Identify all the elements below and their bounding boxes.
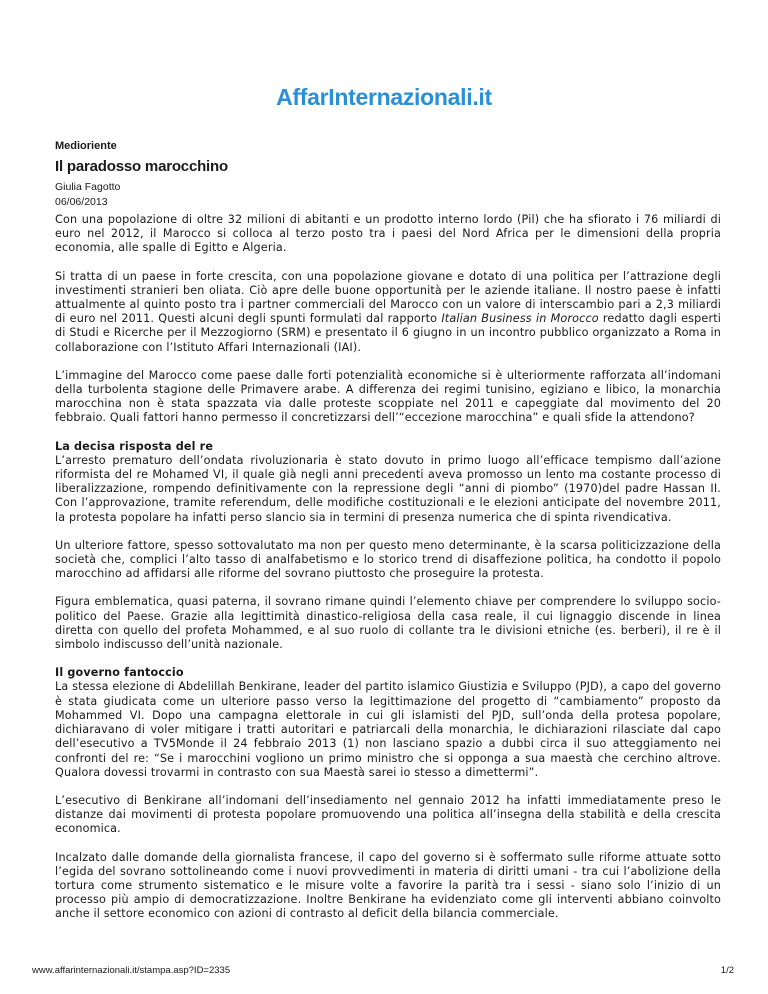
article-date: 06/06/2013	[55, 196, 108, 208]
paragraph-2	[55, 270, 721, 355]
site-title: AffarInternazionali.it	[276, 84, 492, 110]
article-body	[55, 213, 721, 936]
paragraph-2-part-a: Si tratta di un paese in forte crescita, con una popolazione giovane e dotato di una politica per l’attrazione degli investimenti stranieri ben oliata. Ciò apre delle buone opportunità per le aziende italiane. Il nostro paese è infatti attualmente al quinto posto tra i partner commerciali del Marocco con un valore di interscambio pari a 2,3 miliardi di euro nel 2011. Questi alcuni degli spunti formulati dal rapporto	[55, 269, 721, 326]
section-heading-1: La decisa risposta del re	[55, 439, 214, 453]
paragraph-3: L’immagine del Marocco come paese dalle forti potenzialità economiche si è ulteriormente rafforzata all’indomani della turbolenta stagione delle Primavere arabe. A differenza dei regimi tunisino, egiziano e libico, la monarchia marocchina non è stata spazzata via dalle proteste scoppiate nel 2011 e capeggiate dal movimento del 20 febbraio. Quali fattori hanno permesso il concretizzarsi dell’“eccezione marocchina” e quali sfide la attendono?	[55, 368, 721, 425]
page-number: 1/2	[720, 965, 734, 976]
paragraph-4: L’arresto prematuro dell’ondata rivoluzionaria è stato dovuto in primo luogo all’efficace tempismo dall’azione riformista del re Mohamed VI, il quale già negli anni precedenti aveva promosso un lento ma costante processo di liberalizzazione, rompendo definitivamente con la repressione degli “anni di piombo” (1970)del padre Hassan II. Con l’approvazione, tramite referendum, delle modifiche costituzionali e le elezioni anticipate del novembre 2011, la protesta popolare ha infatti perso slancio sia in termini di presenza numerica che di spinta rivendicativa.	[55, 453, 721, 524]
paragraph-1: Con una popolazione di oltre 32 milioni di abitanti e un prodotto interno lordo (Pil) che ha sfiorato i 76 miliardi di euro nel 2012, il Marocco si colloca al terzo posto tra i paesi del Nord Africa per le dimensioni della propria economia, alle spalle di Egitto e Algeria.	[55, 213, 721, 255]
article-author: Giulia Fagotto	[55, 181, 121, 193]
paragraph-5: Un ulteriore fattore, spesso sottovalutato ma non per questo meno determinante, è la scarsa politicizzazione della società che, complici l’alto tasso di analfabetismo e lo storico trend di disaffezione politica, ha condotto il popolo marocchino ad affidarsi alle riforme del sovrano piuttosto che proseguire la protesta.	[55, 538, 721, 581]
paragraph-6: Figura emblematica, quasi paterna, il sovrano rimane quindi l’elemento chiave per comprendere lo sviluppo socio-politico del Paese. Grazie alla legittimità dinastico-religiosa della casa reale, il cui lignaggio discende in linea diretta con quello del profeta Mohammed, e al suo ruolo di collante tra le divisioni etniche (es. berberi), il re è il simbolo indiscusso dell’unità nazionale.	[55, 595, 721, 652]
paragraph-7: La stessa elezione di Abdelillah Benkirane, leader del partito islamico Giustizia e Sviluppo (PJD), a capo del governo è stata giudicata come un ulteriore passo verso la legittimazione del progetto di “cambiamento” proposto da Mohammed VI. Dopo una campagna elettorale in cui gli islamisti del PJD, sull’onda della protesa popolare, dichiaravano di voler mitigare i tratti autoritari e patriarcali della monarchia, le dichiarazioni rilasciate dal capo dell’esecutivo a TV5Monde il 24 febbraio 2013 (1) non lasciano spazio a dubbi circa il suo atteggiamento nei confronti del re: “Se i marocchini vogliono un primo ministro che si opponga a sua maestà che cerchino altrove. Qualora dovessi trovarmi in contrasto con sua Maestà sarei io stesso a dimettermi”.	[55, 680, 721, 779]
article-category: Medioriente	[55, 140, 117, 152]
paragraph-2-part-b: redatto dagli esperti di Studi e Ricerche per il Mezzogiorno (SRM) e presentato il 6 giugno in un incontro pubblico organizzato a Roma in collaborazione con l’Istituto Affari Internazionali (IAI).	[55, 312, 721, 354]
paragraph-8: L’esecutivo di Benkirane all’indomani dell’insediamento nel gennaio 2012 ha infatti immediatamente preso le distanze dai movimenti di protesta popolare promuovendo una politica all’insegna della stabilità e della crescita economica.	[55, 793, 721, 836]
footer-url: www.affarinternazionali.it/stampa.asp?ID=2335	[32, 965, 231, 976]
article-title: Il paradosso marocchino	[55, 158, 228, 175]
report-title: Italian Business in Morocco	[441, 312, 599, 326]
section-heading-2: Il governo fantoccio	[55, 666, 184, 680]
paragraph-9: Incalzato dalle domande della giornalista francese, il capo del governo si è soffermato sulle riforme attuate sotto l’egida del sovrano sottolineando come i nuovi provvedimenti in materia di diritti umani - tra cui l’abolizione della tortura come strumento sistematico e le misure volte a favorire la parità tra i sessi - siano solo l’inizio di un processo più ampio di democratizzazione. Inoltre Benkirane ha evidenziato come gli interventi abbiano coinvolto anche il settore economico con azioni di contrasto al deficit della bilancia commerciale.	[55, 850, 721, 921]
